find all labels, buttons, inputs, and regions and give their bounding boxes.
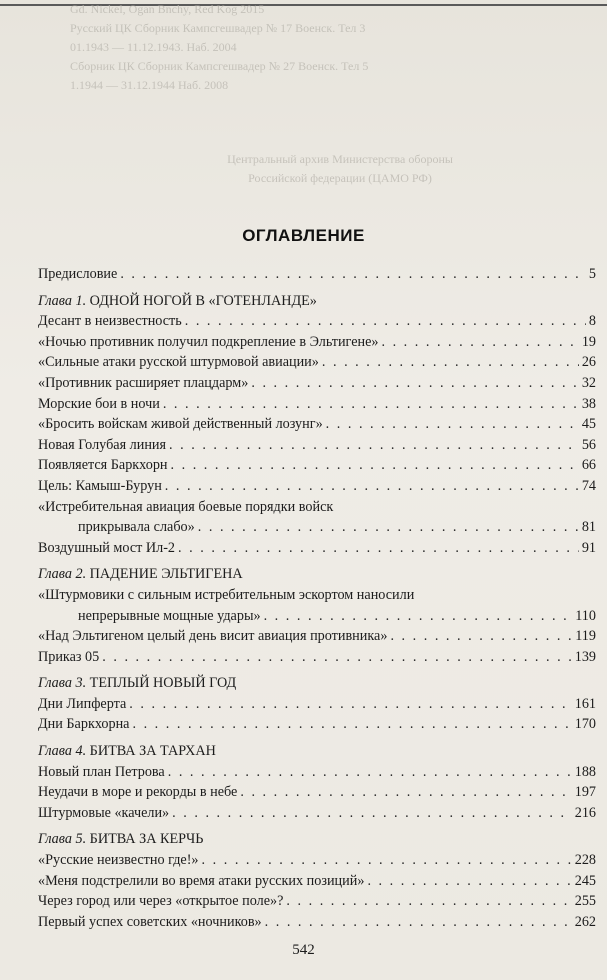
toc-entry[interactable] [38, 352, 596, 373]
toc-entry[interactable] [38, 871, 596, 892]
toc-entry-title: «Бросить войскам живой действенный лозунг» [38, 416, 323, 433]
leader-dots [390, 626, 572, 647]
toc-entry[interactable] [38, 455, 596, 476]
toc-entry-page: 197 [574, 784, 596, 801]
leader-dots [185, 311, 586, 332]
toc-entry-page: 56 [581, 436, 596, 453]
bleed-line: 1.1944 — 31.12.1944 Наб. 2008 [70, 78, 229, 92]
toc-entry-title: Новая Голубая линия [38, 436, 167, 453]
toc-entry-title: Воздушный мост Ил-2 [38, 539, 176, 556]
toc-entry-page: 26 [581, 354, 596, 371]
leader-dots [265, 912, 572, 933]
toc-entry[interactable] [38, 626, 596, 647]
toc-title: ОГЛАВЛЕНИЕ [242, 226, 365, 245]
toc-entry[interactable] [38, 435, 596, 456]
toc-entry-title: «Над Эльтигеном целый день висит авиация противника» [38, 628, 388, 645]
toc-entry-title: «Сильные атаки русской штурмовой авиации» [38, 354, 319, 371]
bleed-line: Центральный архив Министерства обороны [227, 152, 453, 166]
chapter-heading[interactable] [38, 741, 596, 762]
toc-entry[interactable] [38, 912, 596, 933]
bleed-line: Российской федерации (ЦАМО РФ) [248, 171, 432, 185]
bleed-through-top [70, 0, 590, 95]
leader-dots [129, 694, 571, 715]
toc-entry-title: «Русские неизвестно где!» [38, 852, 199, 869]
chapter-label: Глава 5. [38, 831, 87, 848]
leader-dots [381, 332, 578, 353]
leader-dots [251, 373, 578, 394]
leader-dots [264, 606, 573, 627]
leader-dots [240, 782, 571, 803]
leader-dots [172, 803, 572, 824]
toc-entry-page: 81 [581, 519, 596, 536]
leader-dots [178, 538, 579, 559]
toc-entry-title: «Штурмовики с сильным истребительным эскортом наносили [38, 586, 415, 603]
toc-entry-title: Штурмовые «качели» [38, 804, 170, 821]
toc-entry[interactable] [38, 497, 596, 518]
toc-entry[interactable] [38, 803, 596, 824]
toc-entry[interactable] [38, 332, 596, 353]
bleed-line: Русский ЦК Сборник Кампсгешвадер № 17 Военск. Тел 3 [70, 21, 366, 35]
chapter-heading[interactable] [38, 673, 596, 694]
bleed-line: Gd. Nickel, Ogan Bnchy, Red Kog 2015 [70, 2, 265, 16]
toc-entry-page: 216 [574, 804, 596, 821]
chapter-title: ТЕПЛЫЙ НОВЫЙ ГОД [89, 675, 237, 692]
toc-entry[interactable] [38, 694, 596, 715]
toc-entry[interactable] [38, 714, 596, 735]
toc-entry-page: 139 [574, 648, 596, 665]
toc-entry[interactable] [38, 311, 596, 332]
toc-entry-page: 45 [581, 416, 596, 433]
toc-entry-page: 119 [575, 628, 596, 645]
toc-entry[interactable] [38, 585, 596, 606]
bleed-through-mid [130, 150, 550, 188]
leader-dots [286, 891, 571, 912]
leader-dots [163, 394, 579, 415]
toc-entry-title: Через город или через «открытое поле»? [38, 893, 284, 910]
chapter-label: Глава 2. [38, 566, 87, 583]
toc-entry-title: «Истребительная авиация боевые порядки войск [38, 498, 334, 515]
chapter-label: Глава 3. [38, 675, 87, 692]
chapter-heading[interactable] [38, 291, 596, 312]
toc-entry-page: 8 [588, 313, 596, 330]
toc-entry[interactable] [38, 394, 596, 415]
leader-dots [102, 647, 571, 668]
chapter-heading[interactable] [38, 564, 596, 585]
toc-entry-title: Появляется Баркхорн [38, 457, 168, 474]
bleed-line: 01.1943 — 11.12.1943. Наб. 2004 [70, 40, 237, 54]
toc-entry-title: Неудачи в море и рекорды в небе [38, 784, 238, 801]
toc-entry[interactable] [38, 647, 596, 668]
toc-entry-page: 91 [581, 539, 596, 556]
chapters [38, 291, 596, 933]
toc-entry-page: 262 [574, 913, 596, 930]
table-of-contents [38, 264, 596, 932]
toc-entry-page: 38 [581, 395, 596, 412]
toc-entry-page: 32 [581, 374, 596, 391]
toc-entry-title: Дни Липферта [38, 695, 127, 712]
leader-dots [165, 476, 579, 497]
bleed-line: Сборник ЦК Сборник Кампсгешвадер № 27 Военск. Тел 5 [70, 59, 369, 73]
toc-entry-title: Дни Баркхорна [38, 716, 130, 733]
leader-dots [198, 517, 579, 538]
toc-entry-preface[interactable] [38, 264, 596, 285]
toc-entry-page: 5 [588, 266, 596, 282]
toc-entry-title: Цель: Камыш-Бурун [38, 477, 162, 494]
toc-entry-page: 245 [574, 872, 596, 889]
chapter-title: ПАДЕНИЕ ЭЛЬТИГЕНА [89, 566, 243, 583]
toc-entry-title: Предисловие [38, 266, 118, 282]
page-number: 542 [292, 942, 315, 958]
leader-dots [326, 414, 579, 435]
chapter-label: Глава 4. [38, 743, 87, 760]
toc-entry[interactable] [38, 414, 596, 435]
leader-dots [202, 850, 572, 871]
leader-dots [171, 455, 579, 476]
chapter-heading[interactable] [38, 829, 596, 850]
toc-entry[interactable] [38, 762, 596, 783]
toc-entry-title: Первый успех советских «ночников» [38, 913, 262, 930]
toc-entry-page: 74 [581, 477, 596, 494]
toc-entry[interactable] [38, 850, 596, 871]
chapter-title: БИТВА ЗА КЕРЧЬ [89, 831, 204, 848]
chapter-title: ОДНОЙ НОГОЙ В «ГОТЕНЛАНДЕ» [89, 292, 317, 309]
toc-entry-title: «Меня подстрелили во время атаки русских позиций» [38, 872, 365, 889]
toc-entry-page: 66 [581, 457, 596, 474]
toc-entry-page: 170 [574, 716, 596, 733]
toc-entry[interactable] [38, 891, 596, 912]
toc-entry-title-continuation: непрерывные мощные удары» [78, 607, 261, 624]
toc-entry-title: Приказ 05 [38, 648, 100, 665]
toc-entry-page: 19 [581, 333, 596, 350]
chapter-label: Глава 1. [38, 292, 87, 309]
leader-dots [168, 762, 572, 783]
toc-entry[interactable] [38, 538, 596, 559]
leader-dots [120, 264, 586, 285]
toc-entry[interactable] [38, 476, 596, 497]
toc-entry-title: Десант в неизвестность [38, 313, 182, 330]
toc-entry-page: 188 [574, 763, 596, 780]
toc-entry-page: 228 [574, 852, 596, 869]
toc-entry-title: «Ночью противник получил подкрепление в Эльтигене» [38, 333, 379, 350]
toc-entry[interactable] [38, 373, 596, 394]
toc-entry-title: Новый план Петрова [38, 763, 165, 780]
toc-entry-page: 110 [575, 607, 596, 624]
leader-dots [132, 714, 571, 735]
chapter-title: БИТВА ЗА ТАРХАН [89, 743, 216, 760]
toc-entry-title-continuation: прикрывала слабо» [78, 519, 195, 536]
toc-entry-continuation[interactable] [38, 517, 596, 538]
leader-dots [169, 435, 579, 456]
toc-entry-continuation[interactable] [38, 606, 596, 627]
toc-entry-title: Морские бои в ночи [38, 395, 160, 412]
toc-entry[interactable] [38, 782, 596, 803]
toc-entry-page: 255 [574, 893, 596, 910]
toc-entry-title: «Противник расширяет плацдарм» [38, 374, 249, 391]
leader-dots [367, 871, 571, 892]
leader-dots [322, 352, 579, 373]
toc-entry-page: 161 [574, 695, 596, 712]
